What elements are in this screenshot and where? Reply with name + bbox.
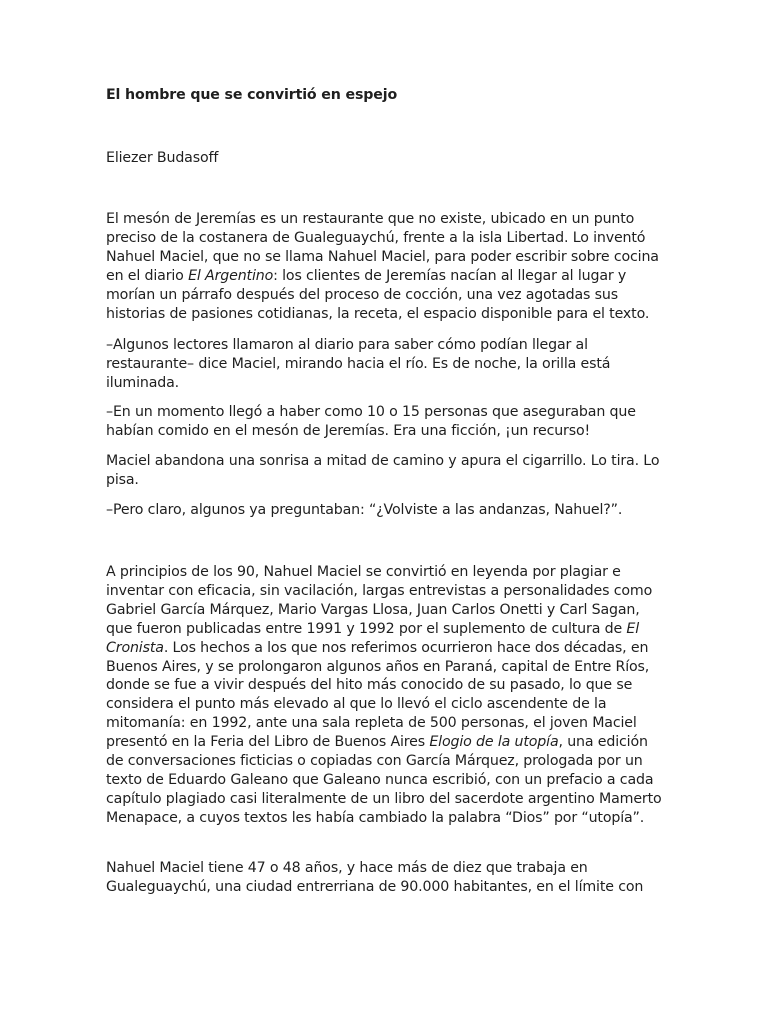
paragraph-text: : los clientes de Jeremías nacían al llegar al lugar y morían un párrafo después del proceso de cocción, una vez agotadas sus historias de pasiones cotidianas, la receta, el espacio disponible para el texto. — [106, 267, 650, 322]
paragraph-text: Maciel abandona una sonrisa a mitad de camino y apura el cigarrillo. Lo tira. Lo pisa. — [106, 453, 660, 488]
paragraph-5 — [106, 501, 666, 520]
document-body — [106, 86, 666, 895]
document-author: Eliezer Budasoff — [106, 150, 219, 166]
paragraph-text: A principios de los 90, Nahuel Maciel se convirtió en leyenda por plagiar e inventar con eficacia, sin vacilación, largas entrevistas a personalidades como Gabriel García Márquez, Mario Vargas Llosa, Juan Carlos Onetti y Carl Sagan, que fueron publicadas entre 1991 y 1992 por el suplemento de cultura de — [106, 564, 653, 637]
paragraph-text: –En un momento llegó a haber como 10 o 15 personas que aseguraban que habían comido en el mesón de Jeremías. Era una ficción, ¡un recurso! — [106, 404, 636, 439]
paragraph-text: . Los hechos a los que nos referimos ocurrieron hace dos décadas, en Buenos Aires, y se prolongaron algunos años en Paraná, capital de Entre Ríos, donde se fue a vivir después del hito más conocido de su pasado, lo que se considera el punto más elevado al que lo llevó el ciclo ascendente de la mitomanía: en 1992, ante una sala repleta de 500 personas, el joven Maciel presentó en la Feria del Libro de Buenos Aires — [106, 639, 650, 751]
document-title: El hombre que se convirtió en espejo — [106, 87, 398, 103]
paragraph-3 — [106, 403, 666, 441]
paragraph-text: El mesón de Jeremías es un restaurante que no existe, ubicado en un punto preciso de la costanera de Gualeguaychú, frente a la isla Libertad. Lo inventó Nahuel Maciel, que no se llama Nahuel Maciel, para poder escribir sobre cocina en el diario — [106, 211, 659, 284]
paragraph-6 — [106, 563, 666, 828]
paragraph-1 — [106, 210, 666, 323]
supplement-name: El Cronista — [106, 620, 640, 656]
book-title: Elogio de la utopía — [429, 734, 559, 751]
paragraph-text: –Pero claro, algunos ya preguntaban: “¿Volviste a las andanzas, Nahuel?”. — [106, 502, 623, 518]
paragraph-4 — [106, 452, 666, 490]
newspaper-name: El Argentino — [188, 267, 274, 284]
paragraph-7 — [106, 859, 666, 897]
paragraph-text: Nahuel Maciel tiene 47 o 48 años, y hace más de diez que trabaja en Gualeguaychú, una ciudad entrerriana de 90.000 habitantes, en el límite con — [106, 860, 644, 895]
paragraph-text: –Algunos lectores llamaron al diario para saber cómo podían llegar al restaurante– dice Maciel, mirando hacia el río. Es de noche, la orilla está iluminada. — [106, 337, 611, 391]
paragraph-text: , una edición de conversaciones ficticias o copiadas con García Márquez, prologada por un texto de Eduardo Galeano que Galeano nunca escribió, con un prefacio a cada capítulo plagiado casi literalmente de un libro del sacerdote argentino Mamerto Menapace, a cuyos textos les había cambiado la palabra “Dios” por “utopía”. — [106, 734, 662, 826]
paragraph-2 — [106, 336, 666, 393]
